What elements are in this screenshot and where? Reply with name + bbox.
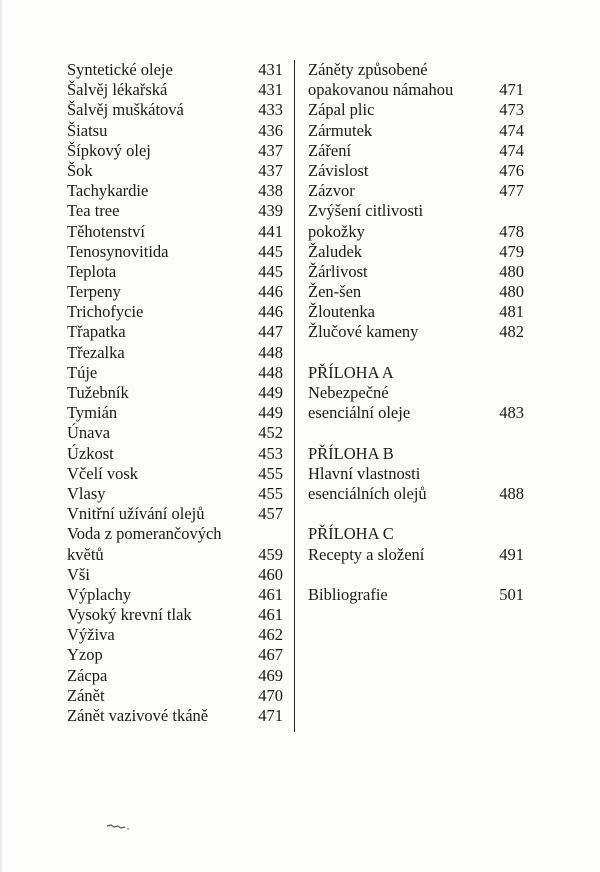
index-entry (308, 161, 524, 181)
index-entry-page: 445 (258, 241, 283, 261)
index-entry-page: 437 (258, 140, 283, 160)
index-entry (67, 403, 287, 423)
index-entry-page: 471 (499, 80, 524, 100)
print-speck (106, 823, 132, 831)
index-entry-page: 467 (258, 645, 283, 665)
appendix-a-page: 483 (499, 403, 524, 423)
index-entry-page: 446 (258, 302, 283, 322)
index-entry-page: 482 (499, 322, 524, 342)
index-entry-term: Šípkový olej (67, 140, 151, 160)
index-entry (67, 201, 287, 221)
index-entry (67, 686, 287, 706)
index-entry-term: Zánět vazivové tkáně (67, 706, 209, 725)
appendix-a-title: PŘÍLOHA A (308, 362, 394, 382)
index-entry-term: Žárlivost (308, 261, 368, 281)
index-entry-term: Tenosynovitida (67, 241, 169, 261)
bibliography-label: Bibliografie (308, 584, 388, 604)
index-entry (67, 181, 287, 201)
index-entry-page: 461 (258, 605, 283, 625)
page-edge-shadow (0, 0, 3, 872)
index-entry (67, 666, 287, 686)
index-entry-term: Žloutenka (308, 302, 375, 322)
index-entry (67, 383, 287, 403)
index-entry-term: Závislost (308, 160, 369, 180)
index-entry-page: 433 (258, 100, 283, 120)
appendix-c-page: 491 (499, 544, 524, 564)
index-entry-term: Třezalka (67, 342, 125, 362)
index-entry-page: 448 (258, 342, 283, 362)
index-entry (67, 645, 287, 665)
appendix-b-line2-text: esenciálních olejů (308, 483, 427, 503)
index-entry-term: Zácpa (67, 665, 108, 685)
index-entry-term: Teplota (67, 261, 117, 281)
index-entry (67, 706, 287, 726)
index-entry (67, 242, 287, 262)
index-entry-page: 476 (499, 160, 524, 180)
index-entry-term: Žen-šen (308, 282, 362, 302)
column-divider (294, 60, 295, 732)
index-entry-term: Únava (67, 423, 111, 443)
index-entry-term: Záření (308, 140, 352, 160)
index-entry-term: Tachykardie (67, 181, 149, 201)
index-entry (67, 80, 287, 100)
appendix-b-line1 (308, 464, 524, 484)
spacer (308, 504, 524, 524)
index-entry-page: 431 (258, 80, 283, 100)
index-entry-page: 437 (258, 160, 283, 180)
index-entry (308, 60, 524, 80)
index-entry-page: 446 (258, 282, 283, 302)
appendix-b-page: 488 (499, 483, 524, 503)
index-entry-term: Zánět (67, 685, 105, 705)
index-entry-term: Výplachy (67, 584, 132, 604)
index-entry (308, 242, 524, 262)
appendix-a-line2 (308, 403, 524, 423)
index-entry-term: Třapatka (67, 322, 126, 342)
index-entry-term: Zápal plic (308, 100, 375, 120)
index-entry-page: 438 (258, 181, 283, 201)
index-entry-term: Vlasy (67, 483, 106, 503)
index-entry-term: Zármutek (308, 120, 373, 140)
right-entries-list (308, 60, 524, 343)
spacer (308, 343, 524, 363)
index-entry-term: Tymián (67, 403, 118, 423)
index-entry (67, 363, 287, 383)
appendix-c-line1-text: Recepty a složení (308, 544, 425, 564)
index-entry-page: 439 (258, 201, 283, 221)
index-entry (67, 605, 287, 625)
appendix-b-line1-text: Hlavní vlastnosti (308, 463, 421, 483)
index-entry (308, 80, 524, 100)
index-entry-page: 431 (258, 60, 283, 79)
index-entry (67, 484, 287, 504)
index-entry-term: Syntetické oleje (67, 60, 173, 79)
index-entry-term: Šalvěj lékařská (67, 80, 168, 100)
index-entry (67, 161, 287, 181)
index-entry (67, 322, 287, 342)
index-entry-page: 480 (499, 282, 524, 302)
index-entry-term: Zázvor (308, 181, 355, 201)
bibliography-row (308, 585, 524, 605)
index-entry (67, 464, 287, 484)
spacer (308, 423, 524, 443)
index-entry (67, 302, 287, 322)
index-entry-term: Vši (67, 564, 90, 584)
index-entry-page: 449 (258, 403, 283, 423)
index-entry-page: 469 (258, 665, 283, 685)
index-entry-page: 478 (499, 221, 524, 241)
index-entry-term: Zvýšení citlivosti (308, 201, 424, 221)
index-entry-term: opakovanou námahou (308, 80, 454, 100)
index-entry-term: pokožky (308, 221, 365, 241)
index-entry-term: Terpeny (67, 282, 121, 302)
appendix-a-line2-text: esenciální oleje (308, 403, 411, 423)
index-entry (67, 625, 287, 645)
index-entry-term: Žaludek (308, 241, 363, 261)
index-entry (67, 222, 287, 242)
index-entry-page: 441 (258, 221, 283, 241)
index-entry-page: 455 (258, 463, 283, 483)
appendix-c-title: PŘÍLOHA C (308, 524, 394, 544)
bibliography-page: 501 (499, 584, 524, 604)
index-entry-page: 453 (258, 443, 283, 463)
index-entry (67, 121, 287, 141)
index-entry (308, 181, 524, 201)
index-entry (67, 524, 287, 544)
index-entry (67, 545, 287, 565)
index-entry (308, 282, 524, 302)
index-entry-page: 462 (258, 625, 283, 645)
index-entry-page: 480 (499, 261, 524, 281)
index-entry (67, 343, 287, 363)
index-entry-term: Voda z pomerančových (67, 524, 222, 544)
index-entry-page: 479 (499, 241, 524, 261)
index-entry-term: Včelí vosk (67, 463, 139, 483)
index-entry-term: Žlučové kameny (308, 322, 419, 342)
index-entry (67, 100, 287, 120)
index-entry-page: 457 (258, 504, 283, 524)
index-entry-term: Túje (67, 362, 98, 382)
index-entry-page: 477 (499, 181, 524, 201)
appendix-a-line1 (308, 383, 524, 403)
appendix-b-line2 (308, 484, 524, 504)
index-entry-term: Tužebník (67, 383, 129, 402)
index-entry-page: 461 (258, 584, 283, 604)
index-entry (67, 565, 287, 585)
index-entry-term: Úzkost (67, 443, 114, 463)
index-entry (308, 141, 524, 161)
index-entry-term: Výživa (67, 625, 115, 645)
spacer (308, 565, 524, 585)
index-entry-term: květů (67, 544, 104, 564)
index-entry (308, 121, 524, 141)
index-entry-page: 473 (499, 100, 524, 120)
index-entry-page: 474 (499, 140, 524, 160)
index-entry-page: 449 (258, 383, 283, 402)
index-entry (67, 423, 287, 443)
index-entry (67, 282, 287, 302)
appendix-c-line1 (308, 545, 524, 565)
index-entry-page: 436 (258, 120, 283, 140)
index-entry-term: Šok (67, 160, 93, 180)
index-entry-page: 481 (499, 302, 524, 322)
index-entry (67, 60, 287, 80)
appendix-b-title: PŘÍLOHA B (308, 443, 394, 463)
index-entry-page: 445 (258, 261, 283, 281)
index-entry-page: 447 (258, 322, 283, 342)
index-entry-page: 470 (258, 685, 283, 705)
index-entry (308, 322, 524, 342)
index-entry-page: 471 (258, 706, 283, 725)
index-left-column (67, 60, 287, 726)
index-entry-page: 459 (258, 544, 283, 564)
index-entry (308, 222, 524, 242)
index-entry (67, 141, 287, 161)
index-entry-term: Tea tree (67, 201, 120, 221)
index-entry-term: Šalvěj muškátová (67, 100, 184, 120)
index-entry (308, 201, 524, 221)
index-entry-term: Vnitřní užívání olejů (67, 504, 205, 524)
index-entry-page: 452 (258, 423, 283, 443)
index-entry-page: 455 (258, 483, 283, 503)
index-entry-page: 460 (258, 564, 283, 584)
index-entry-term: Šiatsu (67, 120, 108, 140)
index-right-column (308, 60, 524, 605)
index-entry-term: Záněty způsobené (308, 60, 428, 79)
index-entry (67, 444, 287, 464)
appendix-a-line1-text: Nebezpečné (308, 383, 389, 402)
index-entry-term: Vysoký krevní tlak (67, 605, 192, 625)
index-entry (308, 262, 524, 282)
index-entry (67, 504, 287, 524)
index-entry-page: 474 (499, 120, 524, 140)
index-entry-page: 448 (258, 362, 283, 382)
index-entry (308, 100, 524, 120)
index-entry-term: Těhotenství (67, 221, 145, 241)
index-entry (67, 585, 287, 605)
index-entry (308, 302, 524, 322)
index-entry-term: Yzop (67, 645, 103, 665)
index-entry-term: Trichofycie (67, 302, 144, 322)
index-entry (67, 262, 287, 282)
